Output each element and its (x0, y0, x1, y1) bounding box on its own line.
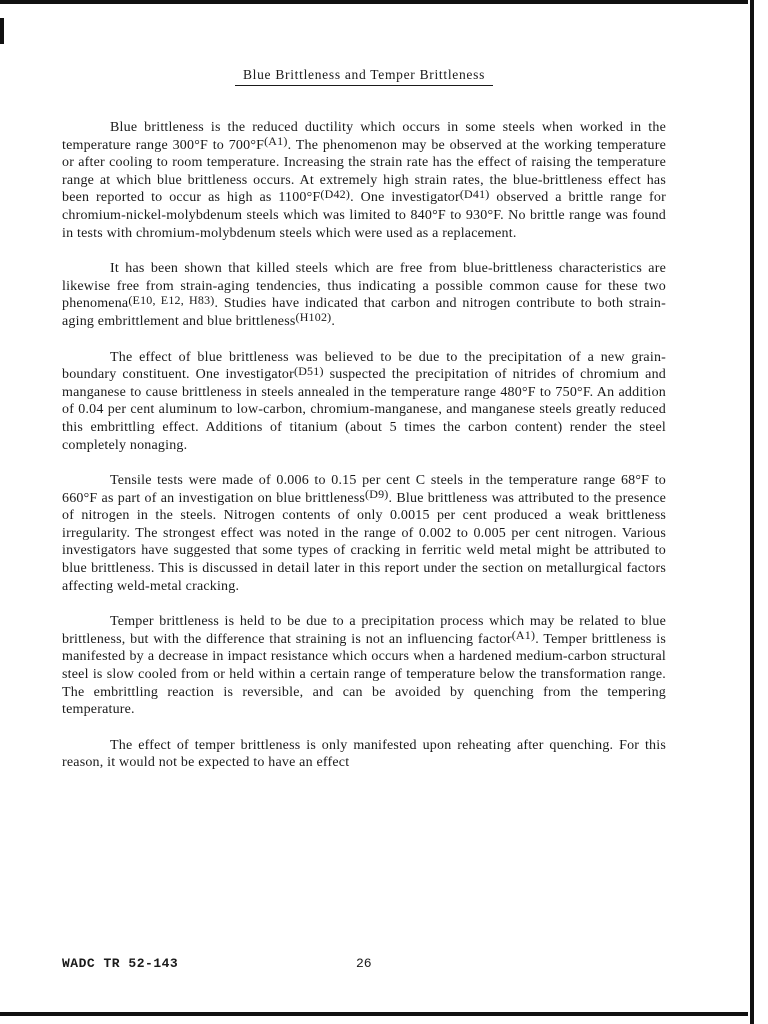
report-id: WADC TR 52-143 (62, 956, 179, 971)
citation-reference: (D42) (320, 186, 351, 201)
paragraph-killed-steels (62, 260, 666, 330)
paragraph-precipitation (62, 349, 666, 455)
citation-reference: (D41) (459, 186, 490, 201)
paragraph-temper-brittleness (62, 613, 666, 719)
citation-reference: (D9) (365, 487, 389, 502)
citation-reference: (H102) (295, 310, 332, 325)
paragraph-text: . Blue brittleness was attributed to the presence of nitrogen in the steels. Nitrogen contents of only 0.0015 per cent produced a weak brittleness irregularity. The strongest effect was noted in the range of 0.002 to 0.005 per cent nitrogen. Various investigators have suggested that some types of cracking in ferritic weld metal might be attributed to blue brittleness. This is discussed in detail later in this report under the section on metallurgical factors affecting weld-metal cracking. (62, 490, 666, 594)
paragraph-reheating (62, 737, 666, 772)
scan-border-top (0, 0, 748, 4)
paragraph-text: Temper brittleness is held to be due to a precipitation process which may be related to blue brittleness, but with the difference that straining is not an influencing factor (62, 614, 666, 647)
citation-reference: (E10, E12, H83) (128, 292, 215, 307)
paragraph-text: observed a brittle range for chromium-nickel-molybdenum steels which was limited to 840°F to 930°F. No brittle range was found in tests with chromium-molybdenum steels which were used as a replacement. (62, 190, 666, 241)
section-title: Blue Brittleness and Temper Brittleness (235, 67, 493, 86)
paragraph-text: suspected the precipitation of nitrides of chromium and manganese to cause brittleness in steels annealed in the temperature range 480°F to 750°F. An addition of 0.04 per cent aluminum to low-carbon, chromium-manganese, and manganese steels greatly reduced this embrittling effect. Additions of titanium (about 5 times the carbon content) render the steel completely nonaging. (62, 367, 666, 453)
paragraph-text: Tensile tests were made of 0.006 to 0.15 per cent C steels in the temperature range 68°F to 660°F as part of an investigation on blue brittleness (62, 473, 666, 506)
paragraph-text: . (331, 313, 336, 329)
paragraph-text: . Temper brittleness is manifested by a decrease in impact resistance which occurs when a hardened medium-carbon structural steel is slow cooled from or held within a certain range of temperature below the transformation range. The embrittling reaction is reversible, and can be avoided by quenching from the tempering temperature. (62, 631, 666, 718)
document-page (62, 60, 666, 772)
scan-border-bottom (0, 1012, 748, 1016)
citation-reference: (A1) (511, 628, 536, 643)
scan-border-right (750, 0, 754, 1024)
paragraph-text: . Studies have indicated that carbon and nitrogen contribute to both strain-aging embrittlement and blue brittleness (62, 296, 666, 329)
page-number: 26 (356, 956, 372, 971)
scan-corner-mark (0, 18, 4, 44)
paragraph-text: . One investigator (350, 190, 460, 206)
paragraph-tensile-tests (62, 472, 666, 595)
section-heading (62, 67, 666, 86)
paragraph-blue-brittleness-intro (62, 119, 666, 242)
paragraph-text: The effect of blue brittleness was believed to be due to the precipitation of a new grain-boundary constituent. One investigator (62, 349, 666, 383)
paragraph-text: The effect of temper brittleness is only manifested upon reheating after quenching. For this reason, it would not be expected to have an effect (62, 737, 666, 771)
paragraph-text: Blue brittleness is the reduced ductility which occurs in some steels when worked in the temperature range 300°F to 700°F (62, 120, 666, 153)
paragraph-text: . The phenomenon may be observed at the working temperature or after cooling to room temperature. Increasing the strain rate has the effect of raising the temperature range at which blue brittleness occurs. At extremely high strain rates, the blue-brittleness effect has been reported to occur as high as 1100°F (62, 137, 667, 206)
citation-reference: (A1) (264, 134, 288, 148)
citation-reference: (D51) (294, 363, 324, 378)
paragraph-text: It has been shown that killed steels which are free from blue-brittleness characteristics are likewise free from strain-aging tendencies, thus indicating a possible common cause for these two phenomena (62, 261, 666, 312)
